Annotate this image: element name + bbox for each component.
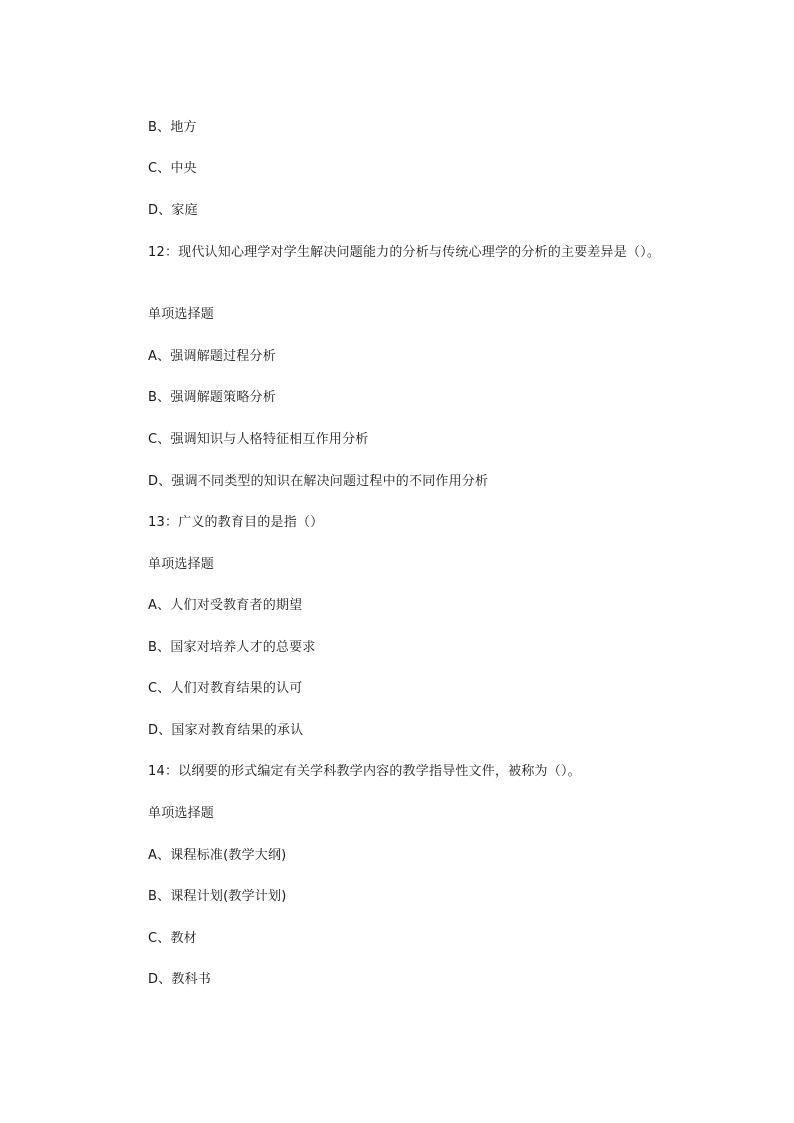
q14-option-c: C、教材 <box>148 931 197 946</box>
q14-type: 单项选择题 <box>148 806 215 821</box>
q13-option-d: D、国家对教育结果的承认 <box>148 723 304 738</box>
q12-type: 单项选择题 <box>148 307 215 322</box>
q12-option-b: B、强调解题策略分析 <box>148 390 276 405</box>
q14-question: 14：以纲要的形式编定有关学科教学内容的教学指导性文件，被称为（）。 <box>148 764 581 779</box>
q13-option-c: C、人们对教育结果的认可 <box>148 681 303 696</box>
q11-option-c: C、中央 <box>148 161 197 176</box>
q13-question: 13：广义的教育目的是指（） <box>148 515 324 530</box>
q14-option-a: A、课程标准(教学大纲) <box>148 848 287 863</box>
q12-question: 12：现代认知心理学对学生解决问题能力的分析与传统心理学的分析的主要差异是（）。 <box>148 245 661 260</box>
q12-option-d: D、强调不同类型的知识在解决问题过程中的不同作用分析 <box>148 474 489 489</box>
q14-option-b: B、课程计划(教学计划) <box>148 889 287 904</box>
q12-option-c: C、强调知识与人格特征相互作用分析 <box>148 432 369 447</box>
q13-type: 单项选择题 <box>148 557 215 572</box>
q14-option-d: D、教科书 <box>148 972 212 987</box>
q11-option-b: B、地方 <box>148 120 197 135</box>
q11-option-d: D、家庭 <box>148 203 198 218</box>
q13-option-a: A、人们对受教育者的期望 <box>148 598 303 613</box>
q13-option-b: B、国家对培养人才的总要求 <box>148 640 316 655</box>
q12-option-a: A、强调解题过程分析 <box>148 349 276 364</box>
